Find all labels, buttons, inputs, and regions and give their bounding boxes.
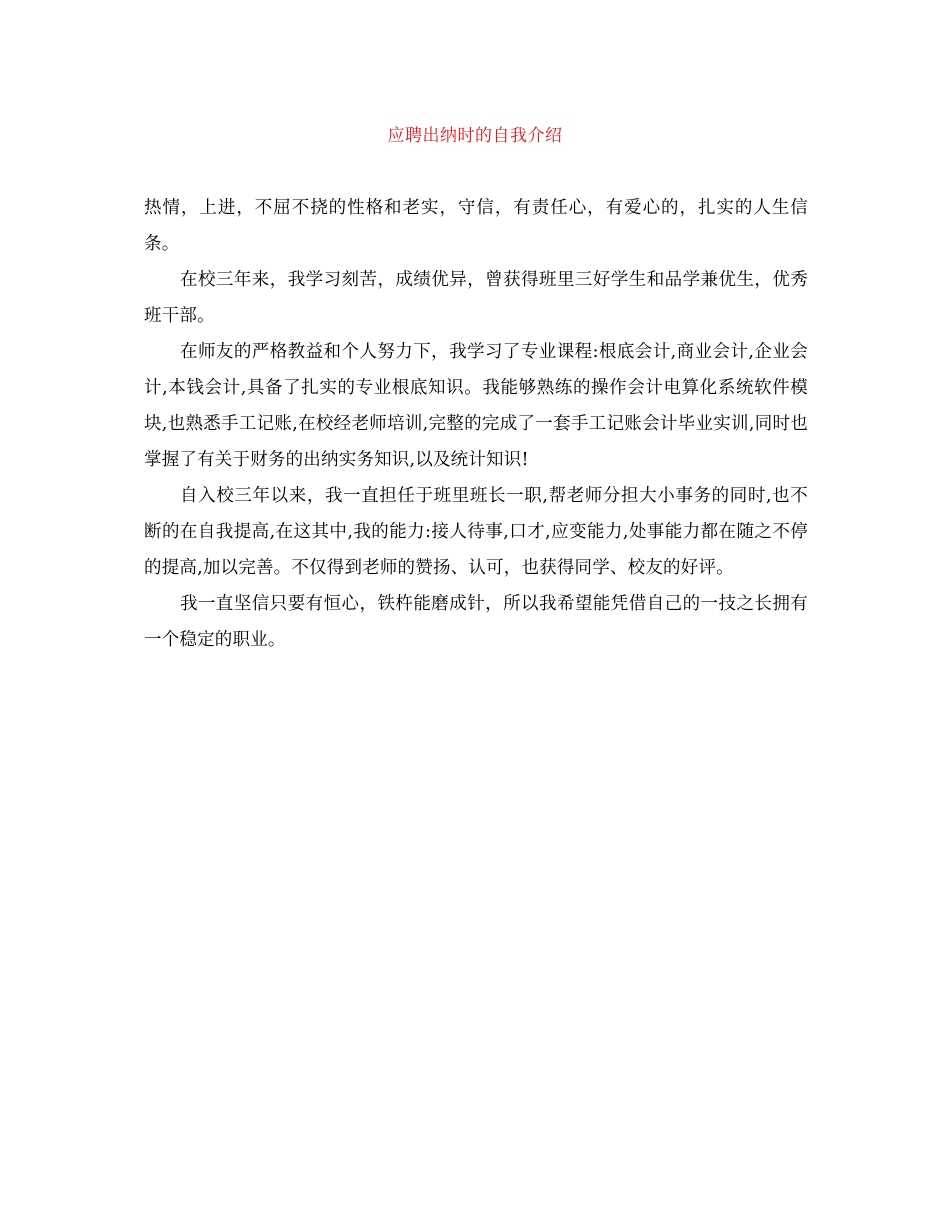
paragraph-3: 在师友的严格教益和个人努力下，我学习了专业课程:根底会计,商业会计,企业会计,本钱会计,具备了扎实的专业根底知识。我能够熟练的操作会计电算化系统软件模块,也熟悉手工记账,在校经老师培训,完整的完成了一套手工记账会计毕业实训,同时也掌握了有关于财务的出纳实务知识,以及统计知识! <box>144 342 808 470</box>
document-body <box>144 190 808 658</box>
paragraph-4: 自入校三年以来，我一直担任于班里班长一职,帮老师分担大小事务的同时,也不断的在自我提高,在这其中,我的能力:接人待事,口才,应变能力,处事能力都在随之不停的提高,加以完善。不仅得到老师的赞扬、认可，也获得同学、校友的好评。 <box>144 486 808 578</box>
paragraph-5: 我一直坚信只要有恒心，铁杵能磨成针，所以我希望能凭借自己的一技之长拥有一个稳定的职业。 <box>144 594 808 650</box>
document-title: 应聘出纳时的自我介绍 <box>387 126 563 146</box>
paragraph-2: 在校三年来，我学习刻苦，成绩优异，曾获得班里三好学生和品学兼优生，优秀班干部。 <box>144 270 808 326</box>
paragraph-1: 热情，上进，不屈不挠的性格和老实，守信，有责任心，有爱心的，扎实的人生信条。 <box>144 198 808 254</box>
